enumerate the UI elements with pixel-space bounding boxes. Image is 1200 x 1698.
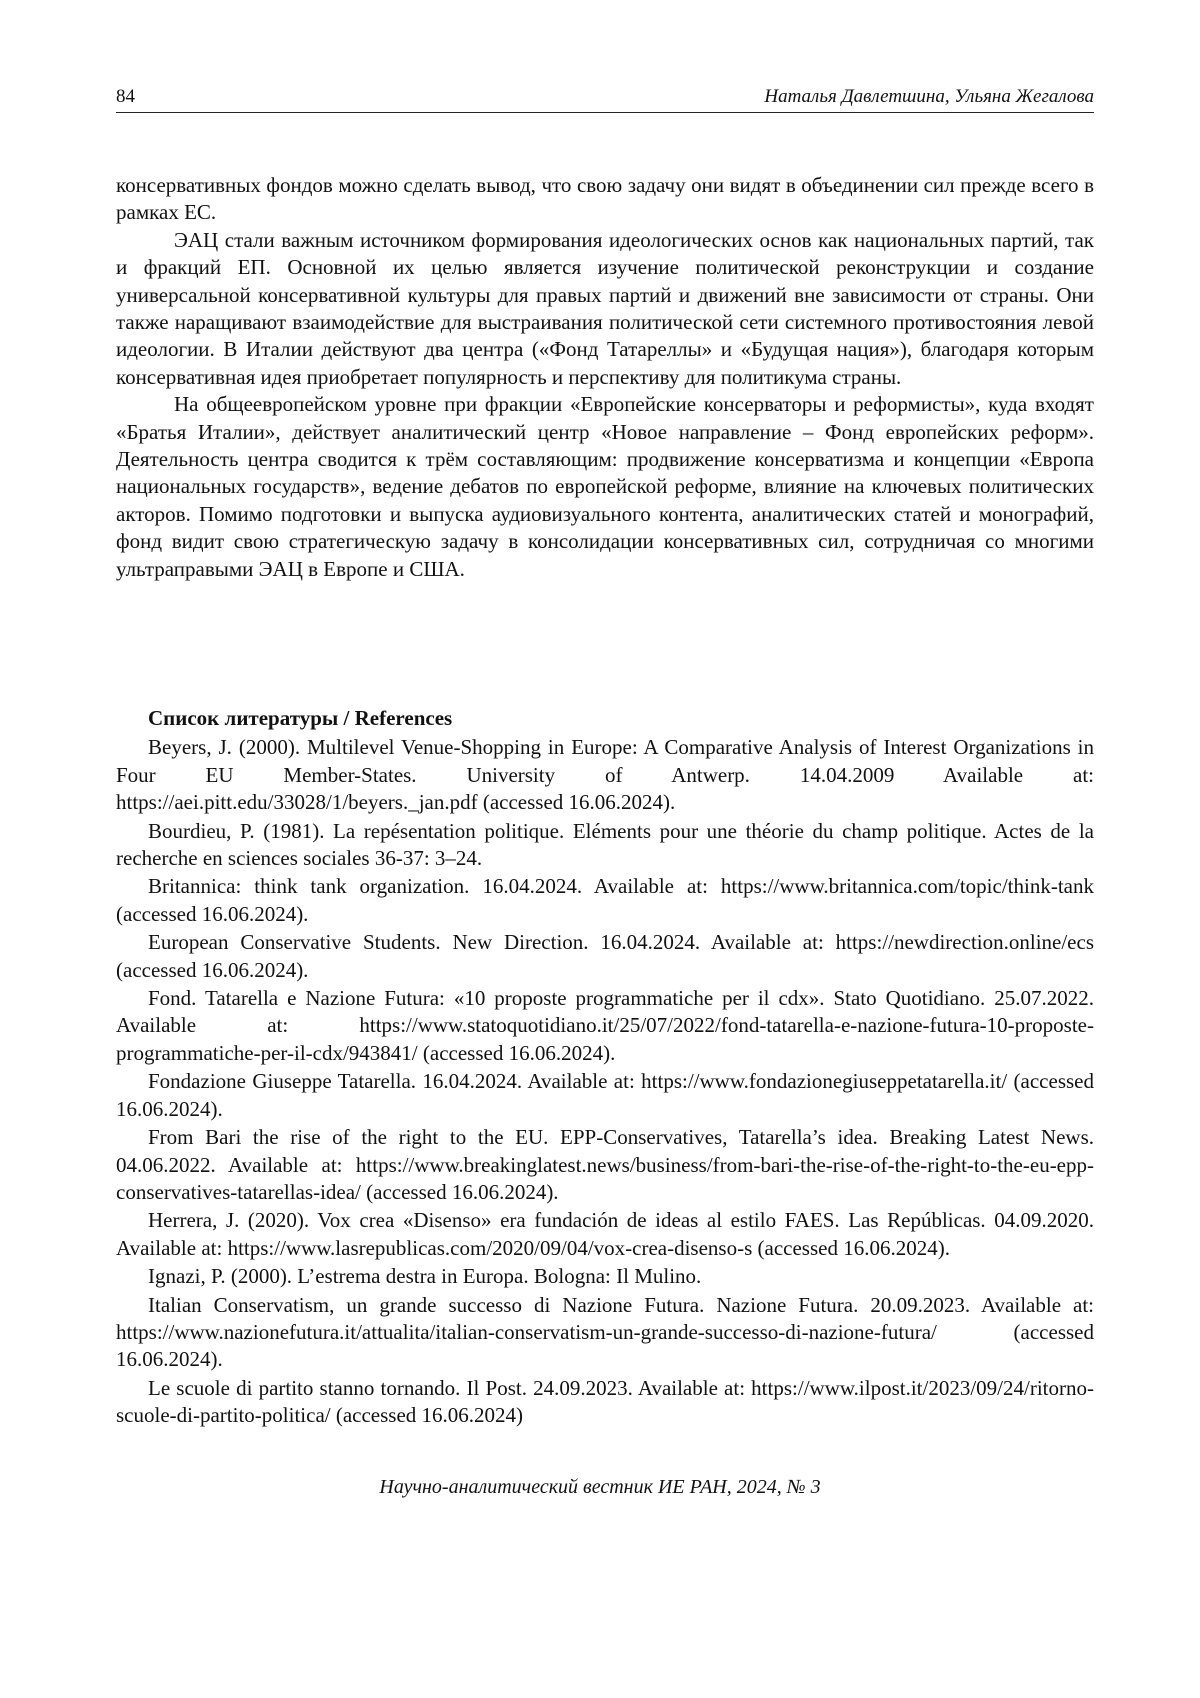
body-paragraph: консервативных фондов можно сделать вывод, что свою задачу они видят в объединении сил прежде всего в рамках ЕС. — [116, 173, 1094, 225]
reference-item: Ignazi, P. (2000). L’estrema destra in Europa. Bologna: Il Mulino. — [148, 1264, 702, 1289]
reference-item: Fond. Tatarella e Nazione Futura: «10 proposte programmatiche per il cdx». Stato Quotidiano. 25.07.2022. Available at: https://www.statoquotidiano.it/25/07/2022/fond-tatarella-e-nazione-futura-10-proposte-programmatiche-per-il-cdx/943841/ (accessed 16.06.2024). — [116, 986, 1094, 1065]
references-section — [116, 705, 1094, 1431]
body-paragraph: На общеевропейском уровне при фракции «Европейские консерваторы и реформисты», куда входят «Братья Италии», действует аналитический центр «Новое направление – Фонд европейских реформ». Деятельность центра сводится к трём составляющим: продвижение консерватизма и концепции «Европа национальных государств», ведение дебатов по европейской реформе, влияние на ключевых политических акторов. Помимо подготовки и выпуска аудиовизуального контента, аналитических статей и монографий, фонд видит свою стратегическую задачу в консолидации консервативных сил, сотрудничая со многими ультраправыми ЭАЦ в Европе и США. — [116, 392, 1094, 581]
reference-item: From Bari the rise of the right to the EU. EPP-Conservatives, Tatarella’s idea. Breaking Latest News. 04.06.2022. Available at: https://www.breakinglatest.news/business/from-bari-the-rise-of-the-right-to-the-eu-epp-conservatives-tatarellas-idea/ (accessed 16.06.2024). — [116, 1125, 1094, 1204]
reference-item: Fondazione Giuseppe Tatarella. 16.04.2024. Available at: https://www.fondazionegiuseppetatarella.it/ (accessed 16.06.2024). — [116, 1069, 1094, 1121]
reference-item: European Conservative Students. New Direction. 16.04.2024. Available at: https://newdirection.online/ecs (accessed 16.06.2024). — [116, 930, 1094, 982]
header-authors: Наталья Давлетшина, Ульяна Жегалова — [764, 86, 1094, 107]
reference-item: Italian Conservatism, un grande successo di Nazione Futura. Nazione Futura. 20.09.2023. Available at: https://www.nazionefutura.it/attualita/italian-conservatism-un-grande-successo-di-nazione-futura/ (accessed 16.06.2024). — [116, 1292, 1094, 1372]
page-number: 84 — [116, 86, 135, 107]
article-body — [116, 172, 1094, 583]
reference-item: Herrera, J. (2020). Vox crea «Disenso» era fundación de ideas al estilo FAES. Las Repúblicas. 04.09.2020. Available at: https://www.lasrepublicas.com/2020/09/04/vox-crea-disenso-s (accessed 16.06.2024). — [116, 1208, 1094, 1260]
reference-item: Beyers, J. (2000). Multilevel Venue-Shopping in Europe: A Comparative Analysis of Interest Organizations in Four EU Member-States. University of Antwerp. 14.04.2009 Available at: https://aei.pitt.edu/33028/1/beyers._jan.pdf (accessed 16.06.2024). — [116, 735, 1094, 815]
journal-footer: Научно-аналитический вестник ИЕ РАН, 2024, № 3 — [379, 1476, 821, 1498]
running-header — [116, 84, 1094, 113]
body-paragraph: ЭАЦ стали важным источником формирования идеологических основ как национальных партий, так и фракций ЕП. Основной их целью является изучение политической реконструкции и создание универсальной консервативной культуры для правых партий и движений вне зависимости от страны. Они также наращивают взаимодействие для выстраивания политической сети системного противостояния левой идеологии. В Италии действуют два центра («Фонд Татареллы» и «Будущая нация»), благодаря которым консервативная идея приобретает популярность и перспективу для политикума страны. — [116, 227, 1094, 389]
reference-item: Bourdieu, P. (1981). La repésentation politique. Eléments pour une théorie du champ politique. Actes de la recherche en sciences sociales 36-37: 3–24. — [116, 818, 1094, 871]
reference-item: Le scuole di partito stanno tornando. Il Post. 24.09.2023. Available at: https://www.ilpost.it/2023/09/24/ritorno-scuole-di-partito-politica/ (accessed 16.06.2024) — [116, 1375, 1094, 1428]
references-heading: Список литературы / References — [148, 706, 453, 730]
reference-item: Britannica: think tank organization. 16.04.2024. Available at: https://www.britannica.com/topic/think-tank (accessed 16.06.2024). — [116, 874, 1094, 926]
